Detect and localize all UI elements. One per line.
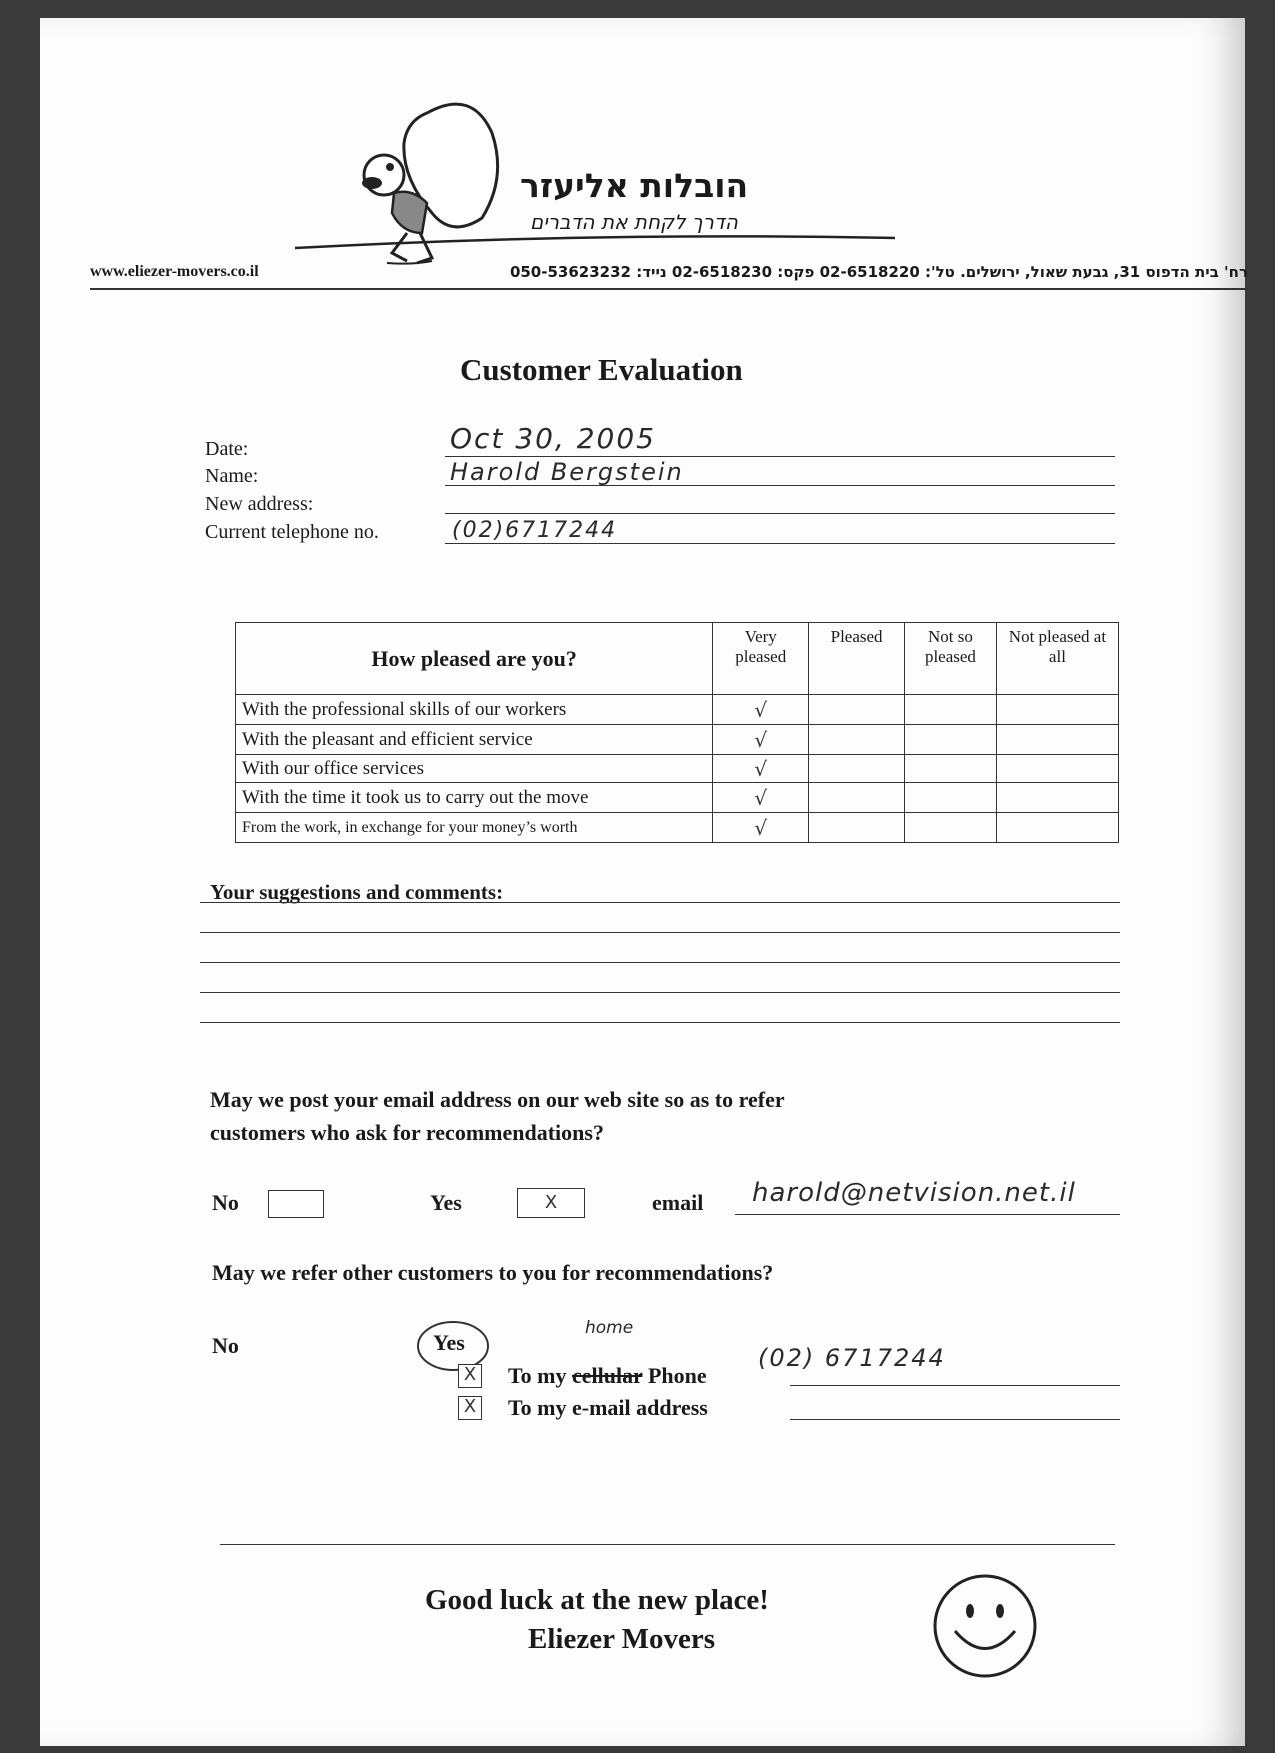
footer-rule xyxy=(220,1544,1115,1545)
empty-cell[interactable] xyxy=(809,783,905,813)
table-row xyxy=(236,813,1119,843)
check-mark[interactable]: √ xyxy=(713,755,809,783)
name-line xyxy=(445,485,1115,486)
smiley-face-icon xyxy=(930,1571,1040,1681)
email-value: harold@netvision.net.il xyxy=(752,1178,1076,1208)
empty-cell[interactable] xyxy=(809,813,905,843)
phone-option-label xyxy=(508,1363,707,1389)
email-question-line1: May we post your email address on our web site so as to refer xyxy=(210,1087,785,1112)
contact-line: רח' בית הדפוס 31, גבעת שאול, ירושלים. טל': 02-6518220 פקס: 02-6518230 נייד: 050-53623232 xyxy=(509,263,1248,281)
email-option-label: To my e-mail address xyxy=(508,1395,708,1420)
table-row xyxy=(236,755,1119,783)
check-mark[interactable]: √ xyxy=(713,783,809,813)
col-very-pleased: Very pleased xyxy=(713,623,809,695)
refer-no-label: No xyxy=(212,1333,239,1358)
comment-line[interactable] xyxy=(200,932,1120,933)
evaluation-table xyxy=(235,622,1119,843)
check-mark[interactable]: √ xyxy=(713,725,809,755)
empty-cell[interactable] xyxy=(996,783,1118,813)
phone-option-suffix: Phone xyxy=(642,1363,707,1388)
refer-phone-value: (02) 6717244 xyxy=(758,1344,946,1372)
comment-line[interactable] xyxy=(200,992,1120,993)
empty-cell[interactable] xyxy=(905,813,997,843)
question-header: How pleased are you? xyxy=(236,623,713,695)
date-label: Date: xyxy=(205,438,249,460)
email-question xyxy=(210,1083,785,1149)
empty-cell[interactable] xyxy=(809,755,905,783)
comments-label: Your suggestions and comments: xyxy=(210,880,504,904)
col-pleased: Pleased xyxy=(809,623,905,695)
email-yes-checkbox[interactable]: X xyxy=(517,1188,585,1218)
empty-cell[interactable] xyxy=(905,783,997,813)
phone-handwritten-note: home xyxy=(585,1318,634,1338)
empty-cell[interactable] xyxy=(996,813,1118,843)
empty-cell[interactable] xyxy=(905,695,997,725)
comment-line[interactable] xyxy=(200,962,1120,963)
col-not-so-pleased: Not so pleased xyxy=(905,623,997,695)
phone-option-checkbox[interactable]: X xyxy=(458,1364,482,1388)
row-label: With the pleasant and efficient service xyxy=(236,725,713,755)
form-sheet xyxy=(40,18,1248,1746)
date-line xyxy=(445,456,1115,457)
company-slogan: הדרך לקחת את הדברים xyxy=(530,210,738,234)
address-line xyxy=(445,513,1115,514)
row-label: From the work, in exchange for your money’s worth xyxy=(236,813,713,843)
header-rule xyxy=(90,288,1248,290)
email-no-label: No xyxy=(212,1190,239,1215)
check-mark[interactable]: √ xyxy=(713,695,809,725)
empty-cell[interactable] xyxy=(905,725,997,755)
refer-yes-label: Yes xyxy=(433,1330,465,1355)
yes-circle-mark xyxy=(415,1318,495,1378)
phone-option-struck: cellular xyxy=(571,1363,643,1388)
website-link: www.eliezer-movers.co.il xyxy=(90,263,259,280)
comment-line[interactable] xyxy=(200,902,1120,903)
empty-cell[interactable] xyxy=(809,725,905,755)
name-label: Name: xyxy=(205,465,259,487)
email-line xyxy=(735,1214,1120,1215)
email-yes-label: Yes xyxy=(430,1190,462,1215)
table-row xyxy=(236,695,1119,725)
address-label: New address: xyxy=(205,493,314,515)
page-title: Customer Evaluation xyxy=(460,352,743,387)
empty-cell[interactable] xyxy=(996,695,1118,725)
footer-company: Eliezer Movers xyxy=(528,1623,716,1655)
row-label: With the professional skills of our workers xyxy=(236,695,713,725)
refer-email-line xyxy=(790,1419,1120,1420)
email-option-checkbox[interactable]: X xyxy=(458,1396,482,1420)
logo-swoosh-line xyxy=(295,228,895,253)
refer-phone-line xyxy=(790,1385,1120,1386)
date-value: Oct 30, 2005 xyxy=(450,422,656,455)
name-value: Harold Bergstein xyxy=(450,458,684,486)
table-row xyxy=(236,783,1119,813)
email-label: email xyxy=(652,1190,704,1215)
table-row xyxy=(236,725,1119,755)
email-question-line2: customers who ask for recommendations? xyxy=(210,1120,604,1145)
phone-label: Current telephone no. xyxy=(205,521,379,543)
empty-cell[interactable] xyxy=(996,725,1118,755)
row-label: With the time it took us to carry out the move xyxy=(236,783,713,813)
empty-cell[interactable] xyxy=(809,695,905,725)
table-header-row xyxy=(236,623,1119,695)
phone-line xyxy=(445,543,1115,544)
phone-value: (02)6717244 xyxy=(452,518,618,543)
comment-line[interactable] xyxy=(200,1022,1120,1023)
company-hebrew-name: הובלות אליעזר xyxy=(520,166,749,205)
email-no-checkbox[interactable] xyxy=(268,1190,324,1218)
row-label: With our office services xyxy=(236,755,713,783)
empty-cell[interactable] xyxy=(905,755,997,783)
empty-cell[interactable] xyxy=(996,755,1118,783)
footer-good-luck: Good luck at the new place! xyxy=(425,1584,769,1616)
check-mark[interactable]: √ xyxy=(713,813,809,843)
col-not-pleased-at-all: Not pleased at all xyxy=(996,623,1118,695)
refer-question: May we refer other customers to you for recommendations? xyxy=(212,1260,774,1285)
phone-option-prefix: To my xyxy=(508,1363,572,1388)
